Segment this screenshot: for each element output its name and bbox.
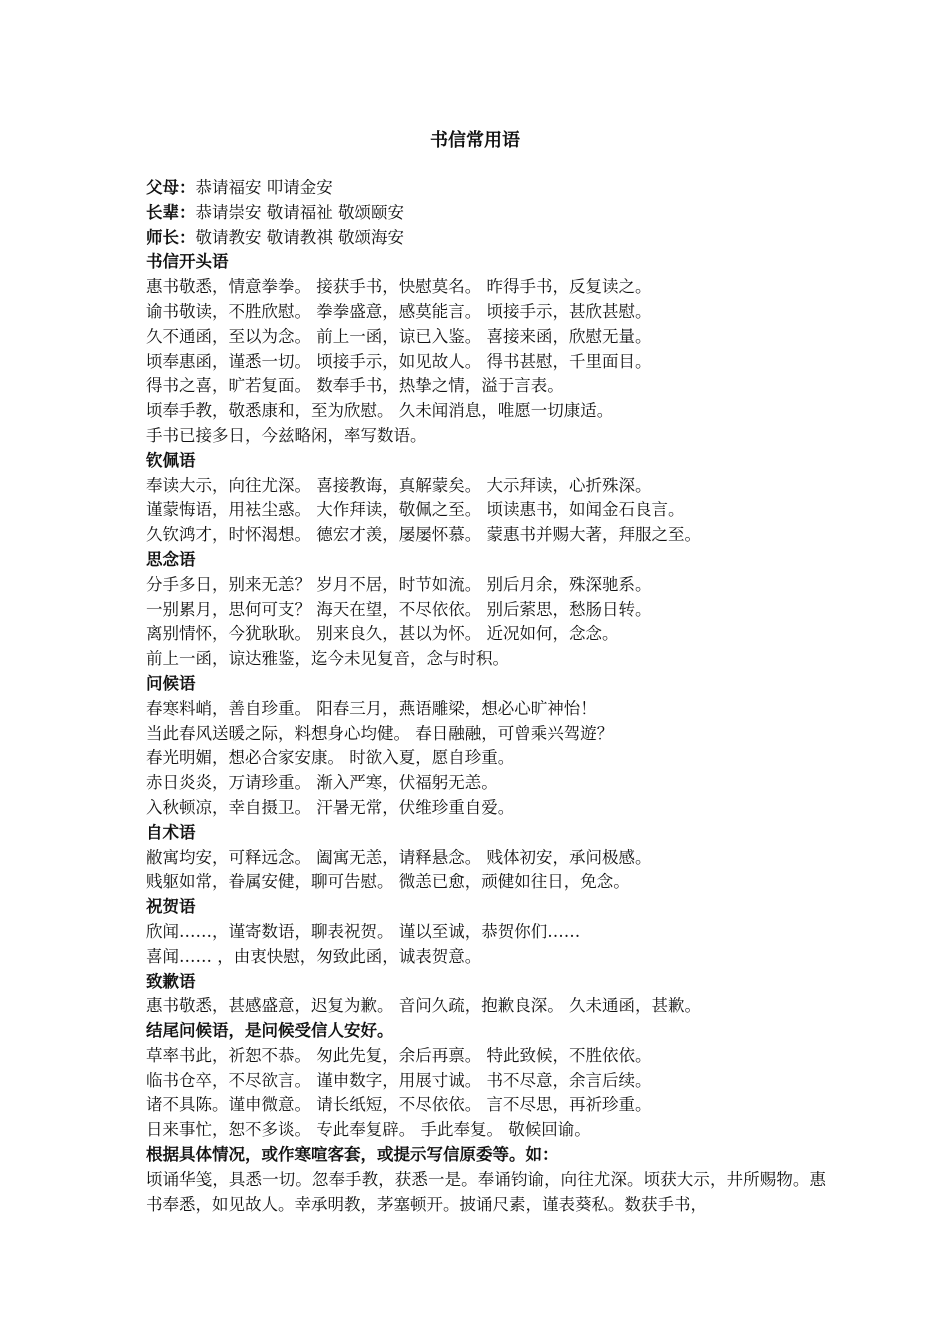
- section-heading-closing: 结尾问候语，是问候受信人安好。: [146, 1021, 394, 1041]
- greeting-label: 师长：: [146, 227, 196, 247]
- page-title: 书信常用语: [430, 130, 520, 151]
- document-body: [146, 176, 826, 1217]
- phrase-line: 喜闻…… ，由衷快慰，匆致此函，诚表贺意。: [146, 946, 482, 966]
- section-heading-missing: 思念语: [146, 549, 196, 569]
- phrase-line: 奉读大示，向往尤深。 喜接教诲，真解蒙矣。 大示拜读，心折殊深。: [146, 475, 652, 495]
- section-heading-context: 根据具体情况，或作寒喧客套，或提示写信原委等。如：: [146, 1145, 559, 1165]
- phrase-line: 前上一函，谅达雅鉴，迄今未见复音，念与时积。: [146, 649, 509, 669]
- phrase-line: 春寒料峭，善自珍重。 阳春三月，燕语雕梁，想必心旷神怡！: [146, 698, 597, 718]
- phrase-line: 得书之喜，旷若复面。 数奉手书，热挚之情，溢于言表。: [146, 376, 564, 396]
- phrase-line: 欣闻……，谨寄数语，聊表祝贺。 谨以至诚，恭贺你们……: [146, 921, 581, 941]
- phrase-line: 贱躯如常，眷属安健，聊可告慰。 微恙已愈，顽健如往日，免念。: [146, 872, 630, 892]
- phrase-line: 久不通函，至以为念。 前上一函，谅已入鉴。 喜接来函，欣慰无量。: [146, 326, 652, 346]
- phrase-line: 顷奉手教，敬悉康和，至为欣慰。 久未闻消息，唯愿一切康适。: [146, 401, 614, 421]
- phrase-line: 赤日炎炎，万请珍重。 渐入严寒，伏福躬无恙。: [146, 773, 498, 793]
- phrase-line: 惠书敬悉，甚感盛意，迟复为歉。 音问久疏，抱歉良深。 久未通函，甚歉。: [146, 996, 701, 1016]
- greeting-text: 恭请福安 叩请金安: [195, 178, 333, 197]
- section-heading-apology: 致歉语: [146, 971, 196, 991]
- greeting-elders: [146, 201, 826, 226]
- section-heading-opening: 书信开头语: [146, 252, 229, 272]
- phrase-line: 诸不具陈。谨申微意。 请长纸短，不尽依依。 言不尽思，再祈珍重。: [146, 1095, 652, 1115]
- phrase-line: 谕书敬读，不胜欣慰。 拳拳盛意，感莫能言。 顷接手示，甚欣甚慰。: [146, 301, 652, 321]
- greeting-label: 父母：: [146, 178, 196, 197]
- phrase-line: 春光明媚，想必合家安康。 时欲入夏，愿自珍重。: [146, 748, 515, 768]
- greeting-parents: [146, 176, 826, 201]
- phrase-line: 临书仓卒，不尽欲言。 谨申数字，用展寸诚。 书不尽意，余言后续。: [146, 1070, 652, 1090]
- section-heading-admiration: 钦佩语: [146, 450, 196, 470]
- phrase-line: 草率书此，祈恕不恭。 匆此先复，余后再禀。 特此致候，不胜依依。: [146, 1045, 652, 1065]
- phrase-line: 顷奉惠函，谨悉一切。 顷接手示，如见故人。 得书甚慰，千里面目。: [146, 351, 652, 371]
- section-heading-congrats: 祝贺语: [146, 897, 196, 917]
- context-paragraph: 顷诵华笺，具悉一切。忽奉手教，获悉一是。奉诵钧谕，向往尤深。顷获大示，井所赐物。惠书奉悉，如见故人。幸承明教，茅塞顿开。披诵尺素，谨表葵私。数获手书，: [146, 1169, 826, 1214]
- section-heading-regards: 问候语: [146, 673, 196, 693]
- phrase-line: 久钦鸿才，时怀渴想。 德宏才羡，屡屡怀慕。 蒙惠书并赐大著，拜服之至。: [146, 525, 701, 545]
- greeting-label: 长辈：: [146, 202, 196, 222]
- phrase-line: 一别累月，思何可支？ 海天在望，不尽依依。 别后萦思，愁肠日转。: [146, 599, 652, 619]
- phrase-line: 日来事忙，恕不多谈。 专此奉复辟。 手此奉复。 敬候回谕。: [146, 1120, 591, 1140]
- phrase-line: 谨蒙悔语，用袪尘惑。 大作拜读，敬佩之至。 顷读惠书，如闻金石良言。: [146, 500, 685, 520]
- phrase-line: 敝寓均安，可释远念。 阖寓无恙，请释悬念。 贱体初安，承问极感。: [146, 847, 652, 867]
- section-heading-self: 自术语: [146, 822, 196, 842]
- phrase-line: 分手多日，别来无恙？ 岁月不居，时节如流。 别后月余，殊深驰系。: [146, 574, 652, 594]
- phrase-line: 入秋顿凉，幸自摄卫。 汗暑无常，伏维珍重自爱。: [146, 797, 515, 817]
- phrase-line: 离别情怀，今犹耿耿。 别来良久，甚以为怀。 近况如何，念念。: [146, 624, 619, 644]
- greeting-text: 恭请崇安 敬请福祉 敬颂颐安: [195, 202, 404, 222]
- greeting-teachers: [146, 226, 826, 251]
- greeting-text: 敬请教安 敬请教祺 敬颂海安: [195, 227, 404, 247]
- phrase-line: 手书已接多日，今兹略闲，率写数语。: [146, 425, 427, 445]
- phrase-line: 惠书敬悉，情意拳拳。 接获手书，快慰莫名。 昨得手书，反复读之。: [146, 277, 652, 297]
- phrase-line: 当此春风送暖之际，料想身心均健。 春日融融，可曾乘兴驾遊？: [146, 723, 614, 743]
